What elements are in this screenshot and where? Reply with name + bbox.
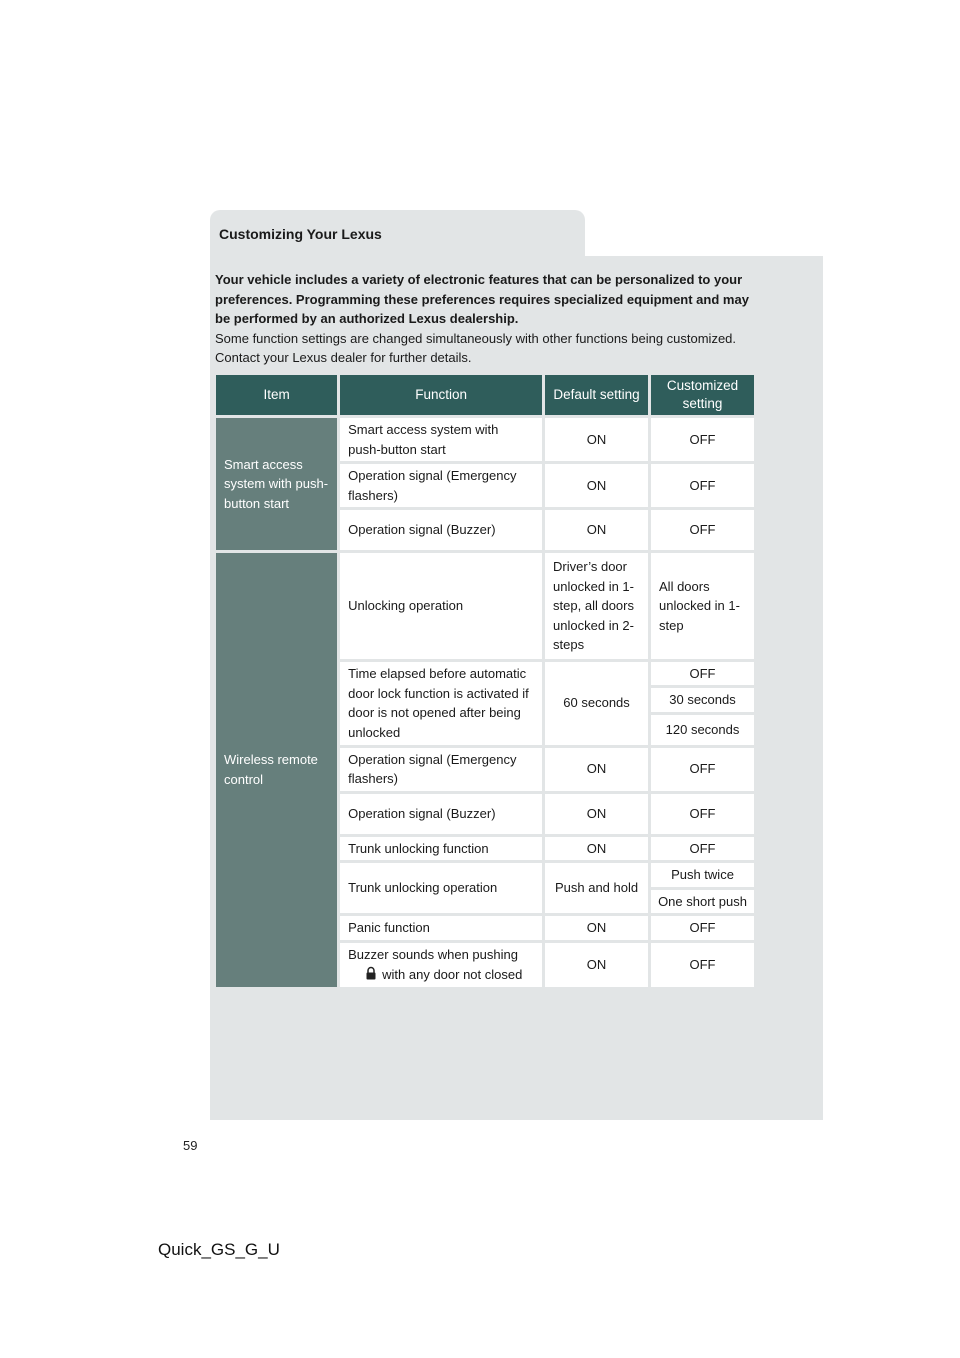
customized-cell: OFF bbox=[651, 916, 754, 940]
customized-cell: OFF bbox=[651, 837, 754, 861]
function-cell: Trunk unlocking function bbox=[340, 837, 542, 861]
item-smart-access: Smart access system with push-button start bbox=[216, 418, 337, 550]
intro-text bbox=[215, 270, 760, 368]
function-cell: Unlocking operation bbox=[340, 553, 542, 659]
default-cell: ON bbox=[545, 794, 648, 834]
function-cell: Operation signal (Emergency flashers) bbox=[340, 748, 542, 791]
customized-cell: OFF bbox=[651, 464, 754, 507]
default-cell: ON bbox=[545, 837, 648, 861]
customized-cell: OFF bbox=[651, 662, 754, 686]
default-cell: Driver’s door unlocked in 1-step, all doors unlocked in 2-steps bbox=[545, 553, 648, 659]
default-cell: ON bbox=[545, 418, 648, 461]
table-row bbox=[216, 553, 754, 659]
function-cell: Trunk unlocking operation bbox=[340, 863, 542, 913]
item-wireless-remote: Wireless remote control bbox=[216, 553, 337, 987]
customized-cell: 120 seconds bbox=[651, 715, 754, 745]
customized-cell: OFF bbox=[651, 748, 754, 791]
customization-table bbox=[213, 372, 757, 990]
header-function: Function bbox=[340, 375, 542, 415]
customized-cell: OFF bbox=[651, 418, 754, 461]
function-line2: with any door not closed bbox=[382, 966, 523, 982]
function-cell: Operation signal (Buzzer) bbox=[340, 794, 542, 834]
customized-cell: OFF bbox=[651, 794, 754, 834]
default-cell: 60 seconds bbox=[545, 662, 648, 745]
intro-bold: Your vehicle includes a variety of electronic features that can be personalized to your preferences. Programming these preferences requires specialized equipment and may be performed by an authorized Lexus dealership. bbox=[215, 272, 749, 326]
intro-normal: Some function settings are changed simultaneously with other functions being customized. Contact your Lexus dealer for further details. bbox=[215, 330, 737, 365]
customized-cell: Push twice bbox=[651, 863, 754, 887]
function-line1: Buzzer sounds when pushing bbox=[348, 947, 518, 962]
default-cell: ON bbox=[545, 943, 648, 987]
default-cell: ON bbox=[545, 916, 648, 940]
header-item: Item bbox=[216, 375, 337, 415]
page-number: 59 bbox=[183, 1138, 198, 1153]
header-default: Default setting bbox=[545, 375, 648, 415]
customized-cell: One short push bbox=[651, 890, 754, 914]
lock-icon bbox=[364, 966, 378, 980]
function-cell: Operation signal (Buzzer) bbox=[340, 510, 542, 550]
section-title: Customizing Your Lexus bbox=[219, 226, 382, 242]
header-customized: Customized setting bbox=[651, 375, 754, 415]
customized-cell: OFF bbox=[651, 943, 754, 987]
function-cell: Panic function bbox=[340, 916, 542, 940]
default-cell: ON bbox=[545, 464, 648, 507]
customized-cell: All doors unlocked in 1-step bbox=[651, 553, 754, 659]
function-cell: Time elapsed before automatic door lock function is activated if door is not opened after being unlocked bbox=[340, 662, 542, 745]
content-panel bbox=[210, 256, 823, 1120]
table-row bbox=[216, 418, 754, 461]
default-cell: ON bbox=[545, 748, 648, 791]
function-cell: Smart access system with push-button start bbox=[340, 418, 542, 461]
default-cell: Push and hold bbox=[545, 863, 648, 913]
section-tab bbox=[210, 210, 585, 258]
customized-cell: 30 seconds bbox=[651, 688, 754, 712]
footer-code: Quick_GS_G_U bbox=[158, 1240, 280, 1259]
customized-cell: OFF bbox=[651, 510, 754, 550]
function-cell: Operation signal (Emergency flashers) bbox=[340, 464, 542, 507]
table-header-row bbox=[216, 375, 754, 415]
function-cell bbox=[340, 943, 542, 987]
default-cell: ON bbox=[545, 510, 648, 550]
